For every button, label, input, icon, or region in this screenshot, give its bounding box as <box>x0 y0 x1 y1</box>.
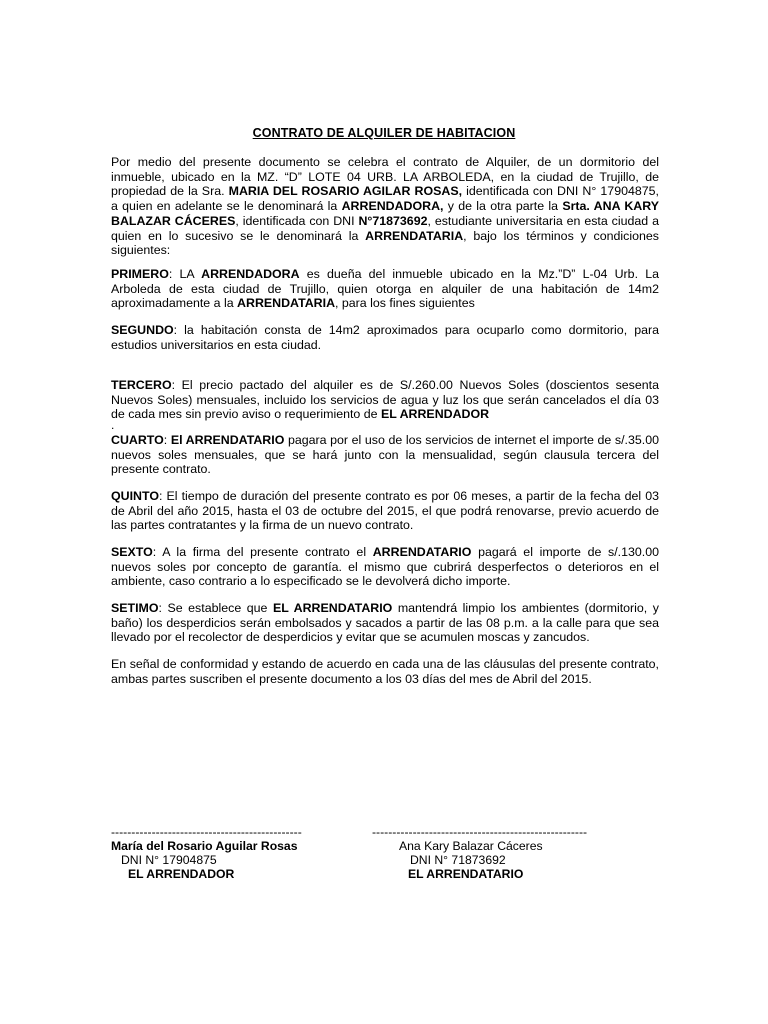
signer-dni-left: DNI N° 17904875 <box>121 853 217 867</box>
signer-name-right: Ana Kary Balazar Cáceres <box>399 839 543 853</box>
clause-setimo: SETIMO: Se establece que EL ARRENDATARIO mantendrá limpio los ambientes (dormitorio, y baño) los desperdicios serán embolsados y sacados a partir de las 08 p.m. a la calle para que sea llevado por el recolector de desperdicios y evitar que se acumulen moscas y zancudos. <box>111 601 659 645</box>
arrendadora-name: MARIA DEL ROSARIO AGILAR ROSAS, <box>228 184 463 199</box>
clause-tercero: TERCERO: El precio pactado del alquiler es de S/.260.00 Nuevos Soles (doscientos sesenta Nuevos Soles) mensuales, incluido los servicios de agua y luz los que serán cancelados el día 03 de cada mes sin previo aviso o requerimiento de EL ARRENDADOR <box>111 378 659 422</box>
clause-heading: SEXTO <box>111 545 153 559</box>
clause-heading: CUARTO <box>111 433 164 447</box>
clause-heading: QUINTO <box>111 489 159 503</box>
intro-paragraph: Por medio del presente documento se celebra el contrato de Alquiler, de un dormitorio del inmueble, ubicado en la MZ. “D” LOTE 04 URB. LA ARBOLEDA, en la ciudad de Trujillo, de propiedad de la Sra. MARIA DEL ROSARIO AGILAR ROSAS, identificada con DNI N° 17904875, a quien en adelante se le denominará la ARRENDADORA, y de la otra parte la Srta. ANA KARY BALAZAR CÁCERES, identificada con DNI N°71873692, estudiante universitaria en esta ciudad a quien en lo sucesivo se le denominará la ARRENDATARIA, bajo los términos y condiciones siguientes: <box>111 155 659 258</box>
clause-heading: SETIMO <box>111 601 159 615</box>
signature-line-right: ----------------------------------------------------- <box>372 825 588 839</box>
signature-line-left: ----------------------------------------------- <box>111 825 302 839</box>
clause-primero: PRIMERO: LA ARRENDADORA es dueña del inmueble ubicado en la Mz.”D” L-04 Urb. La Arboleda de esta ciudad de Trujillo, quien otorga en alquiler de una habitación de 14m2 aproximadamente a la ARRENDATARIA, para los fines siguientes <box>111 267 659 311</box>
closing-paragraph: En señal de conformidad y estando de acuerdo en cada una de las cláusulas del presente contrato, ambas partes suscriben el presente documento a los 03 días del mes de Abril del 2015. <box>111 657 659 686</box>
stray-period: . <box>111 418 115 432</box>
arrendataria-name: Srta. ANA KARY BALAZAR CÁCERES <box>111 199 659 228</box>
clause-heading: TERCERO <box>111 378 172 392</box>
signer-role-right: EL ARRENDATARIO <box>408 867 524 881</box>
clause-quinto: QUINTO: El tiempo de duración del presente contrato es por 06 meses, a partir de la fecha del 03 de Abril del año 2015, hasta el 03 de octubre del 2015, el que podrá renovarse, previo acuerdo de las partes contratantes y la firma de un nuevo contrato. <box>111 489 659 533</box>
clause-heading: PRIMERO <box>111 267 169 281</box>
clause-cuarto: CUARTO: El ARRENDATARIO pagara por el uso de los servicios de internet el importe de s/.35.00 nuevos soles mensuales, que se hará junto con la mensualidad, según clausula tercera del presente contrato. <box>111 433 659 477</box>
signer-dni-right: DNI N° 71873692 <box>410 853 506 867</box>
clause-heading: SEGUNDO <box>111 323 174 337</box>
signer-name-left: María del Rosario Aguilar Rosas <box>111 839 298 853</box>
clause-segundo: SEGUNDO: la habitación consta de 14m2 aproximados para ocuparlo como dormitorio, para estudios universitarios en esta ciudad. <box>111 323 659 352</box>
clause-sexto: SEXTO: A la firma del presente contrato el ARRENDATARIO pagará el importe de s/.130.00 nuevos soles por concepto de garantía. el mismo que cubrirá desperfectos o deterioros en el ambiente, caso contrario a lo especificado se le devolverá dicho importe. <box>111 545 659 589</box>
contract-title: CONTRATO DE ALQUILER DE HABITACION <box>252 126 516 140</box>
signer-role-left: EL ARRENDADOR <box>128 867 235 881</box>
